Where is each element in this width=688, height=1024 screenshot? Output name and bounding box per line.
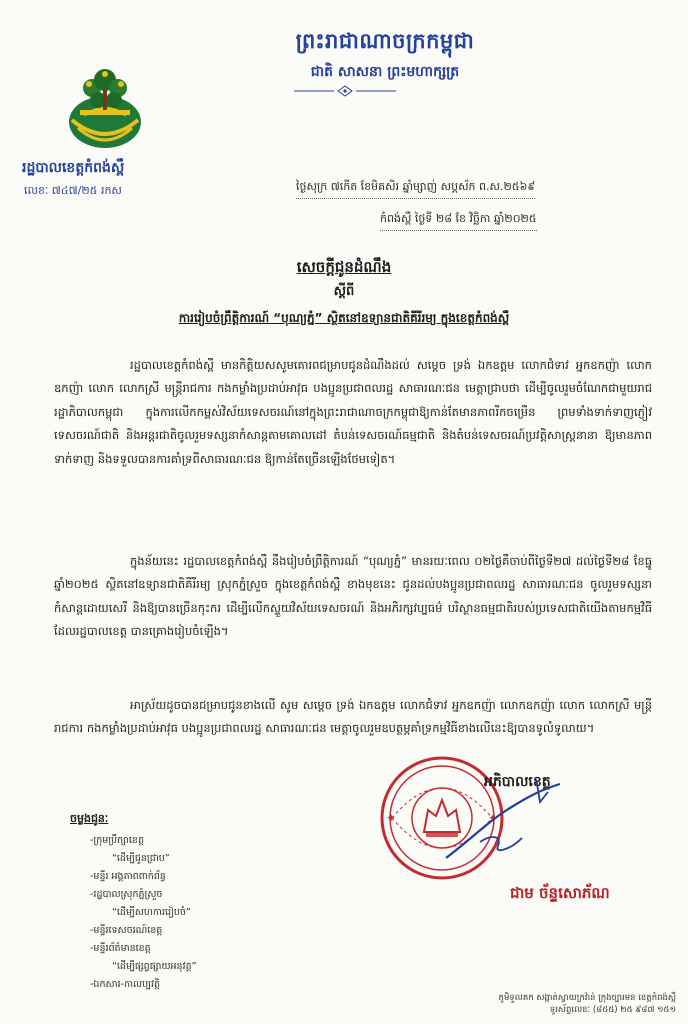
subject-label: ស្តីពី [333, 284, 355, 299]
cc-item-note: “ដើម្បីផ្សព្វផ្សាយអនុវត្ត” [112, 961, 197, 972]
cc-item: -មន្ទីរ អង្គភាពពាក់ព័ន្ធ [90, 871, 166, 882]
reference-number: លេខៈ ៧៤៧/២៥ រកស [24, 184, 122, 197]
cc-item: -ឯកសារ-កាលប្បវត្តិ [90, 979, 160, 990]
body-paragraph-1: រដ្ឋបាលខេត្តកំពង់ស្ពឺ មានកិត្តិយសសូមគោរពជម្រាបជូនដំណឹងដល់ សម្តេច ទ្រង់ ឯកឧត្តម លោកជំទាវ អ្នកឧកញ៉ា លោកឧកញ៉ា លោក លោកស្រី មន្ត្រីរាជការ កងកម្លាំងប្រដាប់អាវុធ បងប្អូនប្រជាពលរដ្ឋ សាធារណៈជន មេត្តាជ្រាបថា ដើម្បីចូលរួមចំណែកជាមួយរាជរដ្ឋាភិបាលកម្ពុជា ក្នុងការលើកកម្ពស់វិស័យទេសចរណ៍នៅក្នុងព្រះរាជាណាចក្រកម្ពុជាឱ្យកាន់តែមានភាពរីកចម្រើន ព្រមទាំងទាក់ទាញភ្ញៀវទេសចរណ៍ជាតិ និងអន្តរជាតិចូលរួមទស្សនាកំសាន្តតាមគោលដៅ តំបន់ទេសចរណ៍ធម្មជាតិ និងតំបន់ទេសចរណ៍ប្រវត្តិសាស្ត្រនានា ឱ្យមានភាពទាក់ទាញ និងទទួលបានការគាំទ្រពីសាធារណៈជន ឱ្យកាន់តែច្រើនឡើងថែមទៀត។ [54, 357, 652, 466]
lunar-date: ថ្ងៃសុក្រ ៧កើត ខែមិគសិរ ឆ្នាំម្សាញ់ សប្តស័ក ព.ស.២៥៦៩ [296, 180, 535, 199]
body-paragraph-3: អាស្រ័យដូចបានជម្រាបជូនខាងលើ សូម សម្តេច ទ្រង់ ឯកឧត្តម លោកជំទាវ អ្នកឧកញ៉ា លោកឧកញ៉ា លោក លោកស្រី មន្ត្រីរាជការ កងកម្លាំងប្រដាប់អាវុធ បងប្អូនប្រជាពលរដ្ឋ សាធារណៈជន មេត្តាចូលរួមឧបត្ថម្ភគាំទ្រកម្មវិធីខាងលើនេះឱ្យបានទូលំទូលាយ។ [54, 697, 652, 735]
handwritten-signature [440, 780, 570, 870]
cc-item: -ក្រុមប្រឹក្សាខេត្ត [90, 835, 144, 846]
footer-phone: ទូរស័ព្ទលេខៈ (៨៥៥) ២៥ ៩៨៧ ១៥១ [549, 1005, 676, 1015]
subject-line: ការរៀបចំព្រឹត្តិការណ៍ “បុណ្យភ្នំ” ស្ថិតនៅឧទ្យានជាតិគីរីរម្យ ក្នុងខេត្តកំពង់ស្ពឺ [178, 311, 510, 325]
cc-item: -មន្ទីរព័ត៌មានខេត្ត [90, 943, 151, 954]
cc-item: -មន្ទីរទេសចរណ៍ខេត្ត [90, 925, 163, 936]
signer-title: អភិបាលខេត្ត [484, 774, 551, 790]
body-paragraph-2: ក្នុងន័យនេះ រដ្ឋបាលខេត្តកំពង់ស្ពឺ នឹងរៀបចំព្រឹត្តិការណ៍ “បុណ្យភ្នំ” មានរយៈពេល ០២ថ្ងៃគឺចាប់ពីថ្ងៃទី២៧ ដល់ថ្ងៃទី២៨ ខែធ្នូ ឆ្នាំ២០២៥ ស្ថិតនៅឧទ្យានជាតិគីរីរម្យ ស្រុកភ្នំស្រួច ក្នុងខេត្តកំពង់ស្ពឺ ខាងមុខនេះ ជូនដល់បងប្អូនប្រជាពលរដ្ឋ សាធារណៈជន ចូលរួមទស្សនាកំសាន្តដោយសេរី និងឱ្យបានច្រើនកុះករ ដើម្បីលើកស្ទួយវិស័យទេសចរណ៍ និងអភិរក្សវប្បធម៌ បរិស្ថានធម្មជាតិរបស់ប្រទេសជាតិយើងតាមកម្មវិធីដែលរដ្ឋបាលខេត្ត បានគ្រោងរៀបចំឡើង។ [54, 553, 652, 638]
signer-name: ជាម ច័ន្ទសោភ័ណ [510, 884, 610, 902]
provincial-logo-icon [62, 60, 148, 154]
kingdom-motto: ជាតិ សាសនា ព្រះមហាក្សត្រ [310, 64, 460, 80]
cc-item-note: “ដើម្បីសហការរៀបចំ” [112, 907, 191, 918]
place-and-date: កំពង់ស្ពឺ ថ្ងៃទី ២៨ ខែ វិច្ឆិកា ឆ្នាំ២០២៥ [380, 212, 537, 231]
cc-label: ចម្លងជូនៈ [70, 812, 109, 825]
kingdom-title: ព្រះរាជាណាចក្រកម្ពុជា [295, 29, 475, 53]
cc-item: -រដ្ឋបាលស្រុកភ្នំស្រួច [90, 889, 163, 900]
cc-list [90, 832, 197, 994]
cc-item-note: “ដើម្បីជូនជ្រាប” [112, 853, 170, 864]
footer-contact [446, 992, 676, 1016]
svg-text:✦: ✦ [386, 811, 397, 825]
footer-address: ភូមិទួលគក សង្កាត់ស្វាយក្រវ៉ាន់ ក្រុងច្បារមន ខេត្តកំពង់ស្ពឺ [498, 993, 676, 1003]
svg-text:✦: ✦ [488, 811, 499, 825]
issuing-administration: រដ្ឋបាលខេត្តកំពង់ស្ពឺ [22, 160, 125, 176]
document-type-heading: សេចក្តីជូនដំណឹង [296, 258, 392, 276]
header-ornament [290, 84, 400, 98]
